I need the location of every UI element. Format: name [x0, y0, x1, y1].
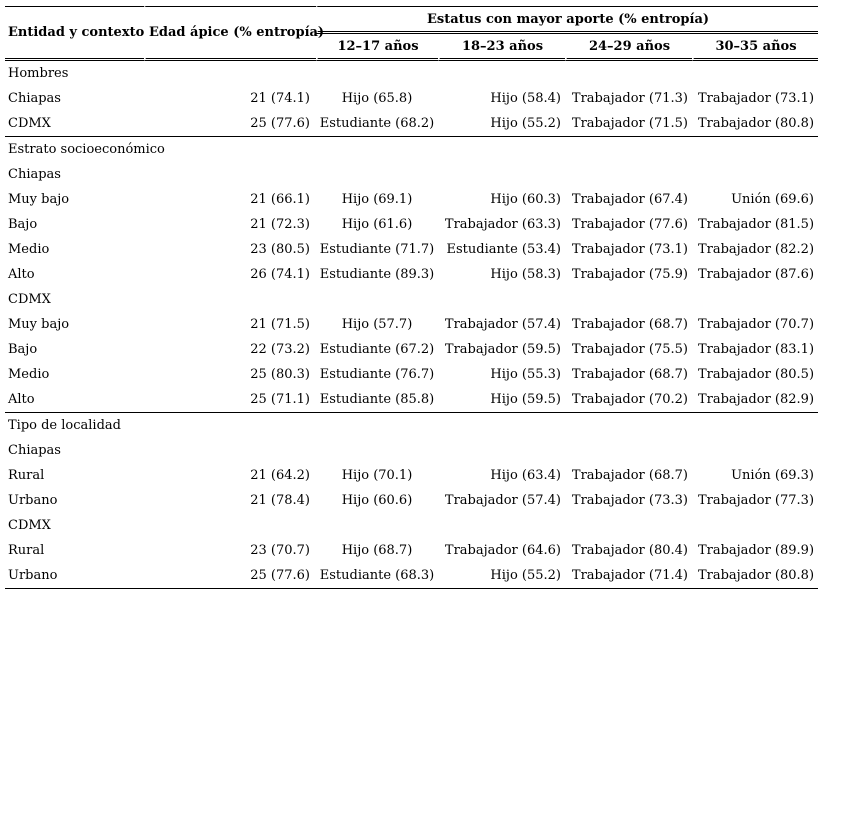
table-header — [5, 6, 818, 61]
row-label: Urbano — [8, 493, 58, 508]
status-30-35-cell: Trabajador (80.8) — [692, 563, 818, 589]
status-12-17-cell: Estudiante (89.3) — [319, 267, 435, 282]
group-label: Chiapas — [8, 443, 61, 458]
status-30-35-cell: Trabajador (80.8) — [697, 116, 815, 131]
status-30-35-cell: Trabajador (80.5) — [697, 367, 815, 382]
table-row — [5, 337, 818, 362]
status-24-29-cell: Trabajador (80.4) — [571, 543, 688, 558]
status-24-29-cell: Trabajador (73.3) — [571, 493, 688, 508]
empty-cell — [144, 136, 316, 162]
table-row — [5, 111, 818, 136]
row-label: Rural — [8, 468, 45, 483]
status-12-17-cell: Hijo (68.7) — [341, 543, 413, 558]
status-18-23-cell: Hijo (59.5) — [490, 392, 561, 407]
status-24-29-cell: Trabajador (71.4) — [565, 563, 692, 589]
peak-age-cell: 25 (71.1) — [250, 392, 310, 407]
empty-cell — [144, 287, 316, 312]
status-24-29-cell: Trabajador (68.7) — [571, 317, 688, 332]
table-row — [5, 538, 818, 563]
table-row — [5, 212, 818, 237]
data-table-container — [5, 6, 818, 589]
status-12-17-cell: Hijo (57.7) — [341, 317, 413, 332]
status-30-35-cell: Trabajador (70.7) — [697, 317, 815, 332]
table-row — [5, 488, 818, 513]
empty-cell — [692, 162, 818, 187]
status-12-17-cell: Estudiante (67.2) — [319, 342, 435, 357]
peak-age-cell: 22 (73.2) — [250, 342, 310, 357]
empty-cell — [316, 513, 438, 538]
empty-cell — [144, 162, 316, 187]
group-label: Chiapas — [8, 167, 61, 182]
group-label: Tipo de localidad — [5, 412, 144, 438]
table-row — [5, 563, 818, 589]
peak-age-cell: 25 (80.3) — [250, 367, 310, 382]
status-12-17-cell: Estudiante (71.7) — [319, 242, 435, 257]
group-row — [5, 513, 818, 538]
header-entity: Entidad y contexto — [5, 6, 144, 61]
status-18-23-cell: Hijo (55.2) — [438, 563, 565, 589]
group-row — [5, 412, 818, 438]
row-label: Medio — [8, 242, 50, 257]
empty-cell — [565, 513, 692, 538]
table-row — [5, 262, 818, 287]
empty-cell — [316, 136, 438, 162]
status-18-23-cell: Hijo (55.3) — [490, 367, 561, 382]
group-row — [5, 162, 818, 187]
empty-cell — [692, 61, 818, 86]
status-30-35-cell: Trabajador (87.6) — [697, 267, 815, 282]
peak-age-cell: 26 (74.1) — [250, 267, 310, 282]
status-18-23-cell: Trabajador (63.3) — [444, 217, 561, 232]
table-row — [5, 312, 818, 337]
empty-cell — [438, 438, 565, 463]
header-age-12-17: 12–17 años — [316, 34, 438, 61]
status-12-17-cell: Hijo (60.6) — [341, 493, 413, 508]
group-row — [5, 287, 818, 312]
row-label: Urbano — [5, 563, 144, 589]
status-12-17-cell: Estudiante (85.8) — [319, 392, 435, 407]
row-label: CDMX — [8, 116, 51, 131]
row-label: Medio — [8, 367, 50, 382]
header-peak-age: Edad ápice (% entropía) — [144, 6, 316, 61]
status-24-29-cell: Trabajador (75.5) — [571, 342, 688, 357]
status-30-35-cell: Unión (69.3) — [731, 468, 815, 483]
status-24-29-cell: Trabajador (68.7) — [571, 367, 688, 382]
status-24-29-cell: Trabajador (73.1) — [571, 242, 688, 257]
status-24-29-cell: Trabajador (67.4) — [571, 192, 688, 207]
empty-cell — [144, 412, 316, 438]
status-12-17-cell: Estudiante (68.3) — [316, 563, 438, 589]
peak-age-cell: 23 (80.5) — [250, 242, 310, 257]
peak-age-cell: 21 (78.4) — [250, 493, 310, 508]
status-24-29-cell: Trabajador (70.2) — [571, 392, 688, 407]
group-row — [5, 136, 818, 162]
empty-cell — [692, 287, 818, 312]
status-30-35-cell: Trabajador (81.5) — [697, 217, 815, 232]
row-label: Alto — [8, 267, 35, 282]
group-row — [5, 61, 818, 86]
empty-cell — [316, 162, 438, 187]
peak-age-cell: 25 (77.6) — [144, 563, 316, 589]
status-18-23-cell: Trabajador (57.4) — [444, 493, 561, 508]
empty-cell — [316, 287, 438, 312]
status-12-17-cell: Hijo (65.8) — [341, 91, 413, 106]
empty-cell — [565, 287, 692, 312]
empty-cell — [438, 513, 565, 538]
empty-cell — [438, 136, 565, 162]
results-table — [5, 6, 818, 589]
table-body — [5, 61, 818, 589]
status-24-29-cell: Trabajador (68.7) — [571, 468, 688, 483]
status-24-29-cell: Trabajador (75.9) — [571, 267, 688, 282]
status-18-23-cell: Hijo (58.4) — [490, 91, 561, 106]
row-label: Chiapas — [8, 91, 61, 106]
status-24-29-cell: Trabajador (71.5) — [571, 116, 688, 131]
group-row — [5, 438, 818, 463]
status-18-23-cell: Hijo (60.3) — [490, 192, 561, 207]
status-18-23-cell: Hijo (55.2) — [490, 116, 561, 131]
status-18-23-cell: Hijo (58.3) — [490, 267, 561, 282]
status-18-23-cell: Trabajador (57.4) — [444, 317, 561, 332]
group-label: CDMX — [8, 292, 51, 307]
empty-cell — [692, 513, 818, 538]
status-12-17-cell: Hijo (69.1) — [341, 192, 413, 207]
status-18-23-cell: Hijo (63.4) — [490, 468, 561, 483]
status-30-35-cell: Trabajador (83.1) — [697, 342, 815, 357]
status-30-35-cell: Trabajador (82.9) — [697, 392, 815, 407]
status-24-29-cell: Trabajador (77.6) — [571, 217, 688, 232]
empty-cell — [565, 412, 692, 438]
status-18-23-cell: Trabajador (59.5) — [444, 342, 561, 357]
row-label: Rural — [8, 543, 45, 558]
peak-age-cell: 21 (71.5) — [250, 317, 310, 332]
empty-cell — [316, 61, 438, 86]
status-12-17-cell: Estudiante (68.2) — [319, 116, 435, 131]
header-age-18-23: 18–23 años — [438, 34, 565, 61]
group-label: Estrato socioeconómico — [5, 136, 144, 162]
peak-age-cell: 21 (66.1) — [250, 192, 310, 207]
empty-cell — [438, 61, 565, 86]
row-label: Alto — [8, 392, 35, 407]
empty-cell — [144, 61, 316, 86]
empty-cell — [316, 438, 438, 463]
table-row — [5, 86, 818, 111]
status-30-35-cell: Trabajador (82.2) — [697, 242, 815, 257]
row-label: Muy bajo — [8, 192, 70, 207]
table-row — [5, 463, 818, 488]
row-label: Muy bajo — [8, 317, 70, 332]
table-row — [5, 362, 818, 387]
empty-cell — [438, 162, 565, 187]
row-label: Bajo — [8, 217, 38, 232]
status-30-35-cell: Unión (69.6) — [731, 192, 815, 207]
status-12-17-cell: Hijo (61.6) — [341, 217, 413, 232]
empty-cell — [565, 136, 692, 162]
peak-age-cell: 25 (77.6) — [250, 116, 310, 131]
empty-cell — [565, 438, 692, 463]
peak-age-cell: 21 (64.2) — [250, 468, 310, 483]
peak-age-cell: 21 (74.1) — [250, 91, 310, 106]
empty-cell — [438, 287, 565, 312]
empty-cell — [438, 412, 565, 438]
header-status-group: Estatus con mayor aporte (% entropía) — [316, 6, 818, 34]
peak-age-cell: 21 (72.3) — [250, 217, 310, 232]
header-age-30-35: 30–35 años — [692, 34, 818, 61]
peak-age-cell: 23 (70.7) — [250, 543, 310, 558]
empty-cell — [565, 162, 692, 187]
empty-cell — [144, 513, 316, 538]
empty-cell — [144, 438, 316, 463]
empty-cell — [316, 412, 438, 438]
table-row — [5, 237, 818, 262]
table-row — [5, 387, 818, 412]
empty-cell — [692, 136, 818, 162]
status-30-35-cell: Trabajador (77.3) — [697, 493, 815, 508]
status-24-29-cell: Trabajador (71.3) — [571, 91, 688, 106]
status-30-35-cell: Trabajador (89.9) — [697, 543, 815, 558]
empty-cell — [692, 412, 818, 438]
empty-cell — [692, 438, 818, 463]
row-label: Bajo — [8, 342, 38, 357]
header-age-24-29: 24–29 años — [565, 34, 692, 61]
group-label: Hombres — [8, 66, 69, 81]
group-label: CDMX — [8, 518, 51, 533]
status-18-23-cell: Estudiante (53.4) — [446, 242, 561, 257]
status-30-35-cell: Trabajador (73.1) — [697, 91, 815, 106]
status-18-23-cell: Trabajador (64.6) — [444, 543, 561, 558]
status-12-17-cell: Estudiante (76.7) — [319, 367, 435, 382]
status-12-17-cell: Hijo (70.1) — [341, 468, 413, 483]
table-row — [5, 187, 818, 212]
empty-cell — [565, 61, 692, 86]
